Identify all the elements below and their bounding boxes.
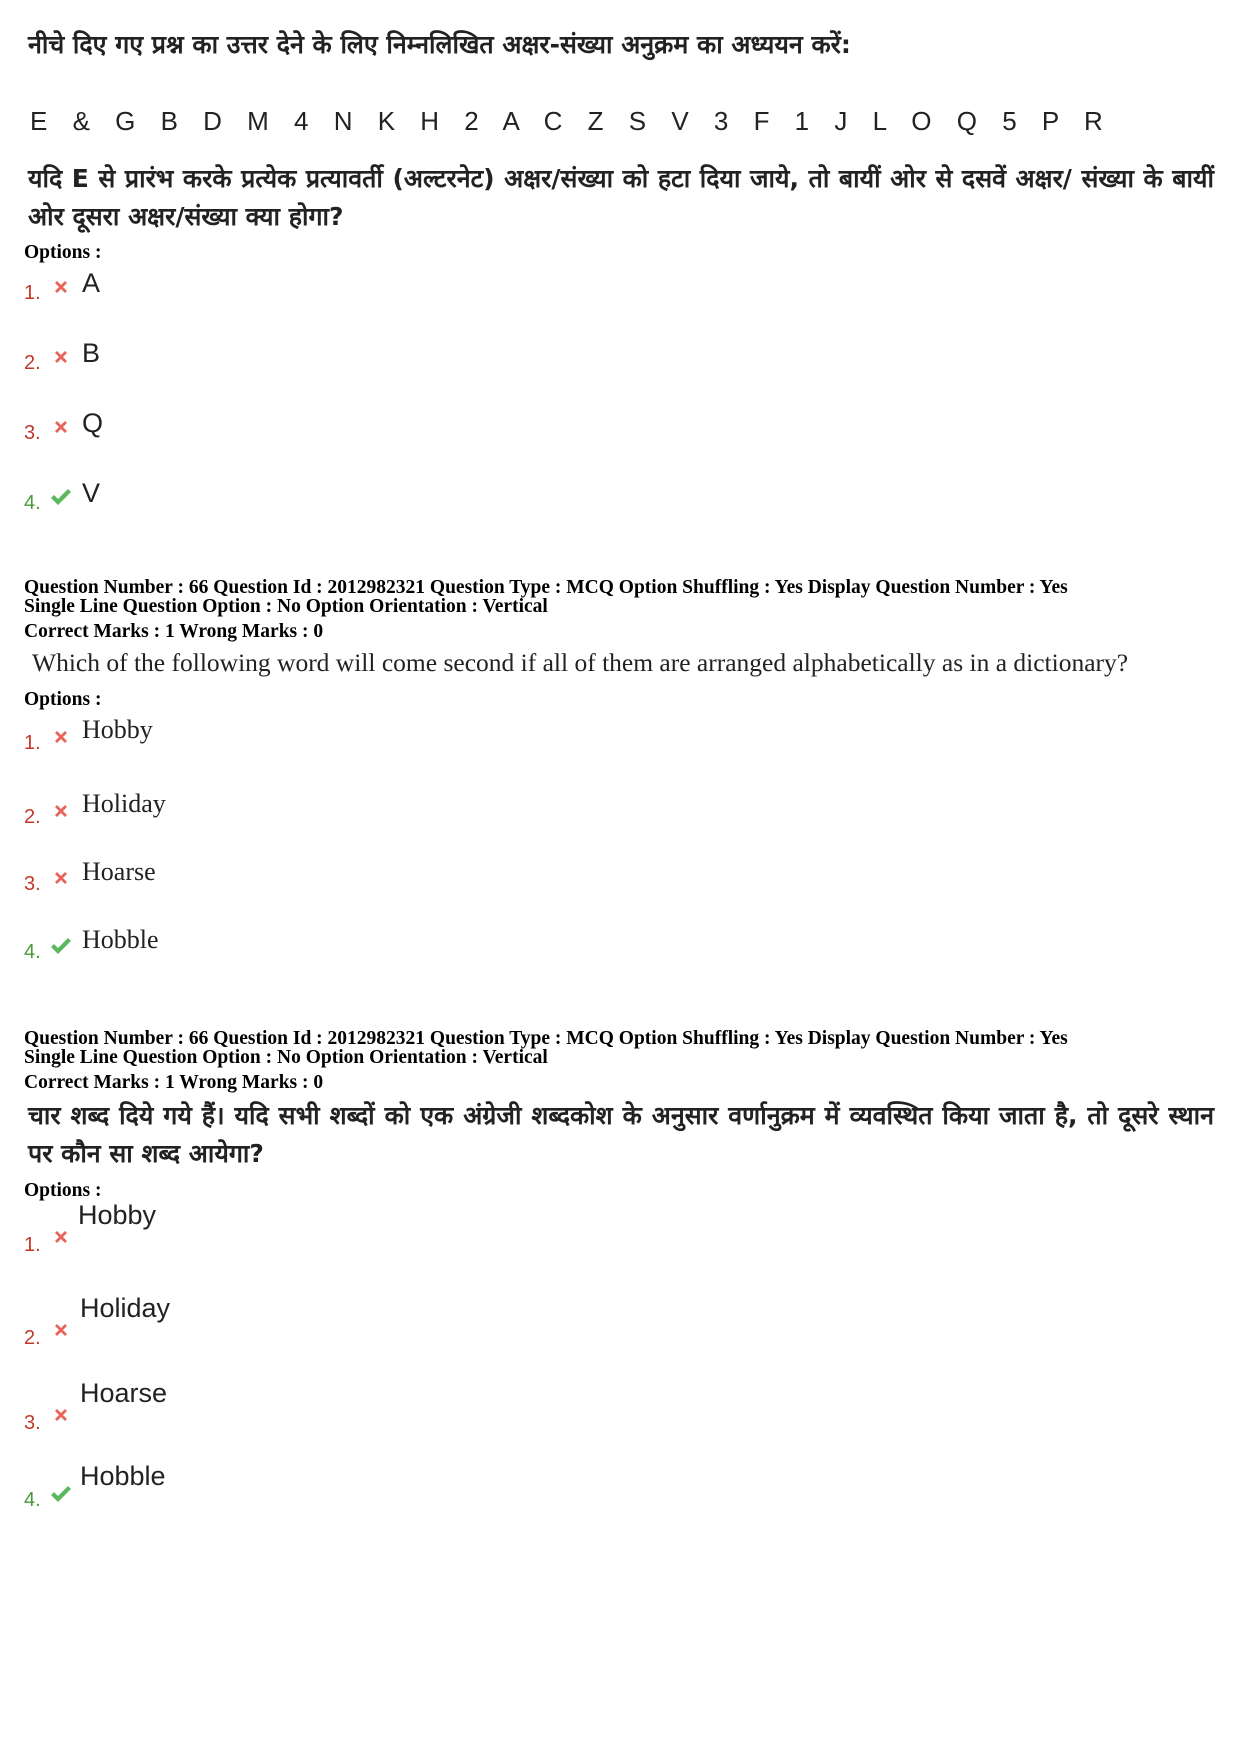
check-icon — [50, 937, 72, 955]
option-value: Q — [82, 408, 104, 438]
options-label: Options : — [24, 689, 102, 710]
option-number: 3. — [24, 873, 41, 895]
question-meta-line1: Question Number : 66 Question Id : 2012982321 Question Type : MCQ Option Shuffling : Yes Display Question Number : Yes — [24, 1028, 1068, 1049]
option-value: Holiday — [82, 789, 166, 818]
question-text-hindi: चार शब्द दिये गये हैं। यदि सभी शब्दों को एक अंग्रेजी शब्दकोश के अनुसार वर्णानुक्रम में व्यवस्थित किया जाता है, तो दूसरे स्थान पर कौन सा शब्द आयेगा? — [28, 1101, 1214, 1168]
option-number: 2. — [24, 352, 41, 374]
option-value: A — [82, 268, 101, 298]
option-number: 2. — [24, 806, 41, 828]
cross-icon — [52, 1406, 70, 1424]
option-value: Hobby — [82, 715, 153, 744]
option-number: 4. — [24, 492, 41, 514]
cross-icon — [52, 1321, 70, 1339]
cross-icon — [52, 278, 70, 296]
option-value: Holiday — [80, 1293, 171, 1323]
question-instruction-hindi: यदि E से प्रारंभ करके प्रत्येक प्रत्यावर्ती (अल्टरनेट) अक्षर/संख्या को हटा दिया जाये, तो बायीं ओर से दसवें अक्षर/ संख्या के बायीं ओर दूसरा अक्षर/संख्या क्या होगा? — [28, 164, 1214, 231]
marks-info: Correct Marks : 1 Wrong Marks : 0 — [24, 1072, 324, 1093]
cross-icon — [52, 728, 70, 746]
options-label: Options : — [24, 1180, 102, 1201]
marks-info: Correct Marks : 1 Wrong Marks : 0 — [24, 621, 324, 642]
cross-icon — [52, 418, 70, 436]
check-icon — [50, 1485, 72, 1503]
option-number: 3. — [24, 422, 41, 444]
cross-icon — [52, 1228, 70, 1246]
option-number: 1. — [24, 1234, 41, 1256]
options-label: Options : — [24, 242, 102, 263]
option-value: Hoarse — [82, 857, 156, 886]
option-number: 1. — [24, 732, 41, 754]
check-icon — [50, 488, 72, 506]
option-number: 4. — [24, 941, 41, 963]
question-text-hindi: नीचे दिए गए प्रश्न का उत्तर देने के लिए निम्नलिखित अक्षर-संख्या अनुक्रम का अध्ययन करें: — [28, 30, 851, 59]
cross-icon — [52, 348, 70, 366]
option-number: 2. — [24, 1327, 41, 1349]
question-text-english: Which of the following word will come second if all of them are arranged alphabetically as in a dictionary? — [32, 648, 1129, 677]
question-meta-line2: Single Line Question Option : No Option Orientation : Vertical — [24, 1047, 548, 1068]
option-value: V — [82, 478, 101, 508]
option-value: B — [82, 338, 101, 368]
option-value: Hobble — [82, 925, 159, 954]
question-meta-line1: Question Number : 66 Question Id : 2012982321 Question Type : MCQ Option Shuffling : Yes Display Question Number : Yes — [24, 577, 1068, 598]
option-number: 4. — [24, 1489, 41, 1511]
option-number: 1. — [24, 282, 41, 304]
cross-icon — [52, 802, 70, 820]
option-number: 3. — [24, 1412, 41, 1434]
option-value: Hobby — [78, 1200, 157, 1230]
option-value: Hoarse — [80, 1378, 168, 1408]
question-meta-line2: Single Line Question Option : No Option Orientation : Vertical — [24, 596, 548, 617]
letter-number-sequence: E & G B D M 4 N K H 2 A C Z S V 3 F 1 J L O Q 5 P R — [30, 106, 1110, 136]
option-value: Hobble — [80, 1461, 166, 1491]
cross-icon — [52, 869, 70, 887]
